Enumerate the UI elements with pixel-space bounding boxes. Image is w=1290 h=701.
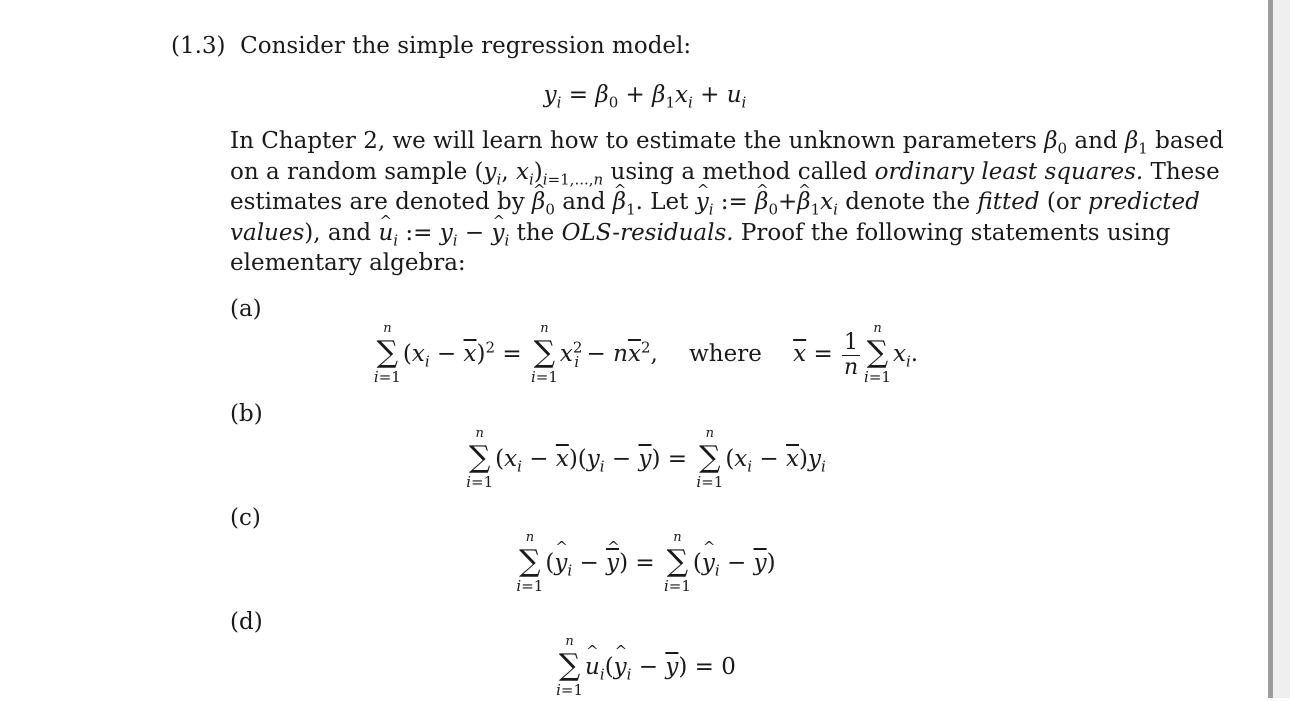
text-span: elementary algebra:	[230, 250, 466, 276]
italic-term: fitted	[977, 189, 1040, 215]
regression-model-equation: $y_i = \beta_0 + \beta_1x_i + u_i$	[543, 82, 747, 112]
text-span: estimates are denoted by	[230, 189, 525, 215]
where-word: where	[689, 341, 762, 367]
text-span: ), and	[304, 219, 372, 246]
italic-term: ordinary least squares.	[874, 158, 1144, 185]
equation-b: n ∑ i=1 $(x_i - \overline{x})(y_i - \overline{y})$ = n ∑ i=1 $(x_i - \overline{x})y_i$	[466, 426, 826, 491]
paragraph-line-1: In Chapter 2, we will learn how to estimate the unknown parameters $\beta_0$ and $\beta_1$ based	[230, 128, 1224, 158]
text-span: and	[1074, 128, 1118, 154]
problem-title: Consider the simple regression model:	[240, 33, 692, 59]
item-label-d: (d)	[230, 609, 263, 635]
text-span: Let	[650, 189, 689, 215]
item-label-a: (a)	[230, 296, 262, 322]
paragraph-line-4: values), and u $\^{}_i$ := $y_i - y$ $\^{}_i$ the OLS-residuals. Proof the following statements using	[230, 218, 1102, 249]
intro-paragraph	[230, 126, 1224, 279]
problem-number: (1.3)	[171, 33, 226, 59]
text-span: (or	[1046, 189, 1081, 215]
text-span: denote the	[845, 189, 971, 215]
problem-heading	[171, 33, 691, 59]
paragraph-line-2: on a random sample ($y_i$, $x_i)_{i=1,...,n}$ using a method called ordinary least squares. These	[230, 158, 1220, 189]
text-span: and	[562, 189, 606, 215]
text-span: on a random sample	[230, 158, 468, 185]
item-label-c: (c)	[230, 505, 261, 531]
text-span: based	[1155, 128, 1224, 154]
paragraph-line-5	[230, 248, 1102, 279]
text-span: These	[1150, 158, 1220, 185]
text-span: Proof the following statements using	[740, 219, 1171, 246]
paragraph-line-3: estimates are denoted by β $\^{}_0$ and β $\^{}_1$. Let y $\^{}_i$ := β $\^{}_0+\beta$ $\^{}_1x_i$ denote the fitted (or predicted	[230, 187, 1102, 218]
text-span: using a method called	[610, 158, 868, 185]
equation-a: n ∑ i=1 $(x_i - \overline{x})^2$ = n ∑ i=1 $x^2_i - n\overline{x}^2$, where $\overline{x}$ = $\frac{1}{n}$ n ∑ i=1 $x_i$.	[373, 321, 919, 386]
italic-term: values	[230, 219, 305, 246]
equation-c: n ∑ i=1 (y $\^{}_i - \overline{y}$ ^) = n ∑ i=1 (y $\^{}_i - \overline{y}$)	[0, 531, 1290, 597]
item-label-b: (b)	[230, 401, 263, 427]
text-span: In Chapter 2, we will learn how to estimate the unknown parameters	[230, 128, 1037, 154]
italic-term: predicted	[1088, 189, 1200, 215]
italic-term: OLS-residuals.	[561, 219, 734, 246]
text-span: the	[516, 219, 555, 246]
equation-d: n ∑ i=1 u $\^{}_i(y$ $\^{}_i - \overline{y}) = 0$	[0, 635, 1290, 701]
